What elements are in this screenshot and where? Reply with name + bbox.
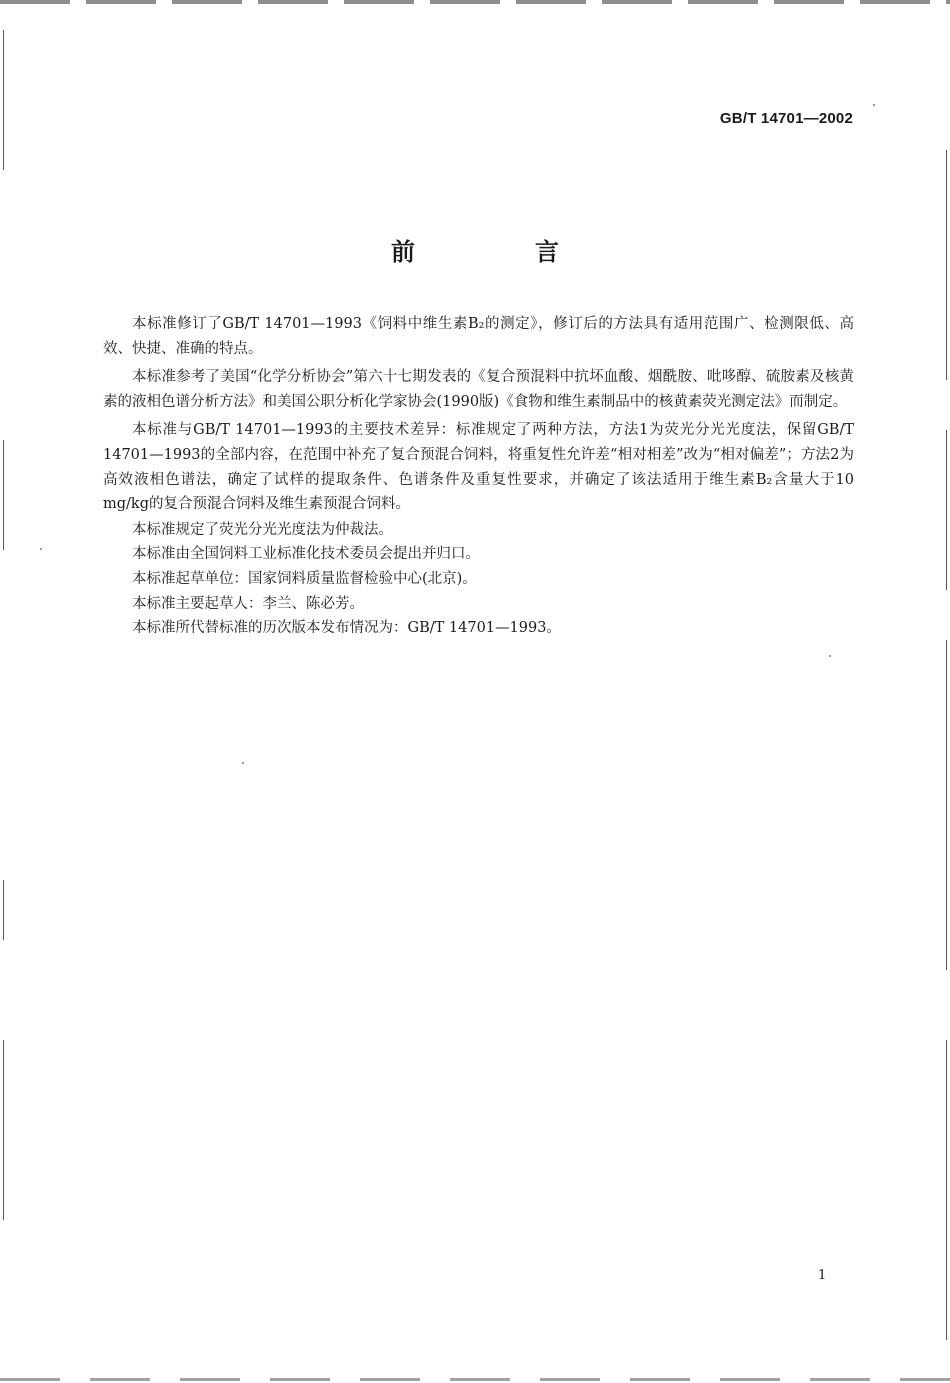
scan-speck [242, 762, 244, 764]
paragraph: 本标准起草单位：国家饲料质量监督检验中心(北京)。 [132, 570, 477, 587]
scan-line-left [3, 30, 4, 170]
paragraph: 本标准修订了GB/T 14701—1993《饲料中维生素B₂的测定》，修订后的方法具有适用范围广、检测限低、高效、快捷、准确的特点。 [103, 316, 854, 357]
paragraph: 本标准所代替标准的历次版本发布情况为：GB/T 14701—1993。 [132, 620, 561, 637]
scan-speck [873, 104, 875, 106]
scan-line-right [946, 640, 947, 970]
body-text [103, 312, 854, 641]
page-number: 1 [818, 1268, 827, 1283]
scan-speck [829, 655, 831, 657]
scan-edge-top [0, 0, 950, 4]
scan-line-left [3, 880, 4, 940]
paragraph: 本标准规定了荧光分光光度法为仲裁法。 [132, 521, 393, 538]
paragraph: 本标准主要起草人：李兰、陈必芳。 [132, 595, 364, 612]
paragraph: 本标准与GB/T 14701—1993的主要技术差异：标准规定了两种方法，方法1为荧光分光光度法，保留GB/T 14701—1993的全部内容，在范围中补充了复合预混合饲料，将重复性允许差“相对相差”改为“相对偏差”；方法2为高效液相色谱法，确定了试样的提取条件、色谱条件及重复性要求，并确定了该法适用于维生素B₂含量大于10 mg/kg的复合预混合饲料及维生素预混合饲料。 [103, 422, 854, 513]
paragraph: 本标准参考了美国“化学分析协会”第六十七期发表的《复合预混料中抗坏血酸、烟酰胺、吡哆醇、硫胺素及核黄素的液相色谱分析方法》和美国公职分析化学家协会(1990版)《食物和维生素制品中的核黄素荧光测定法》而制定。 [103, 369, 854, 410]
scan-edge-bottom [0, 1378, 950, 1381]
standard-code: GB/T 14701—2002 [719, 110, 853, 127]
scan-speck [40, 548, 42, 550]
page-title: 前 言 [391, 238, 607, 266]
scan-line-left [3, 1040, 4, 1220]
scan-line-right [946, 430, 947, 590]
paragraph: 本标准由全国饲料工业标准化技术委员会提出并归口。 [132, 546, 480, 563]
scan-line-left [3, 440, 4, 550]
scan-line-right [946, 1040, 947, 1340]
